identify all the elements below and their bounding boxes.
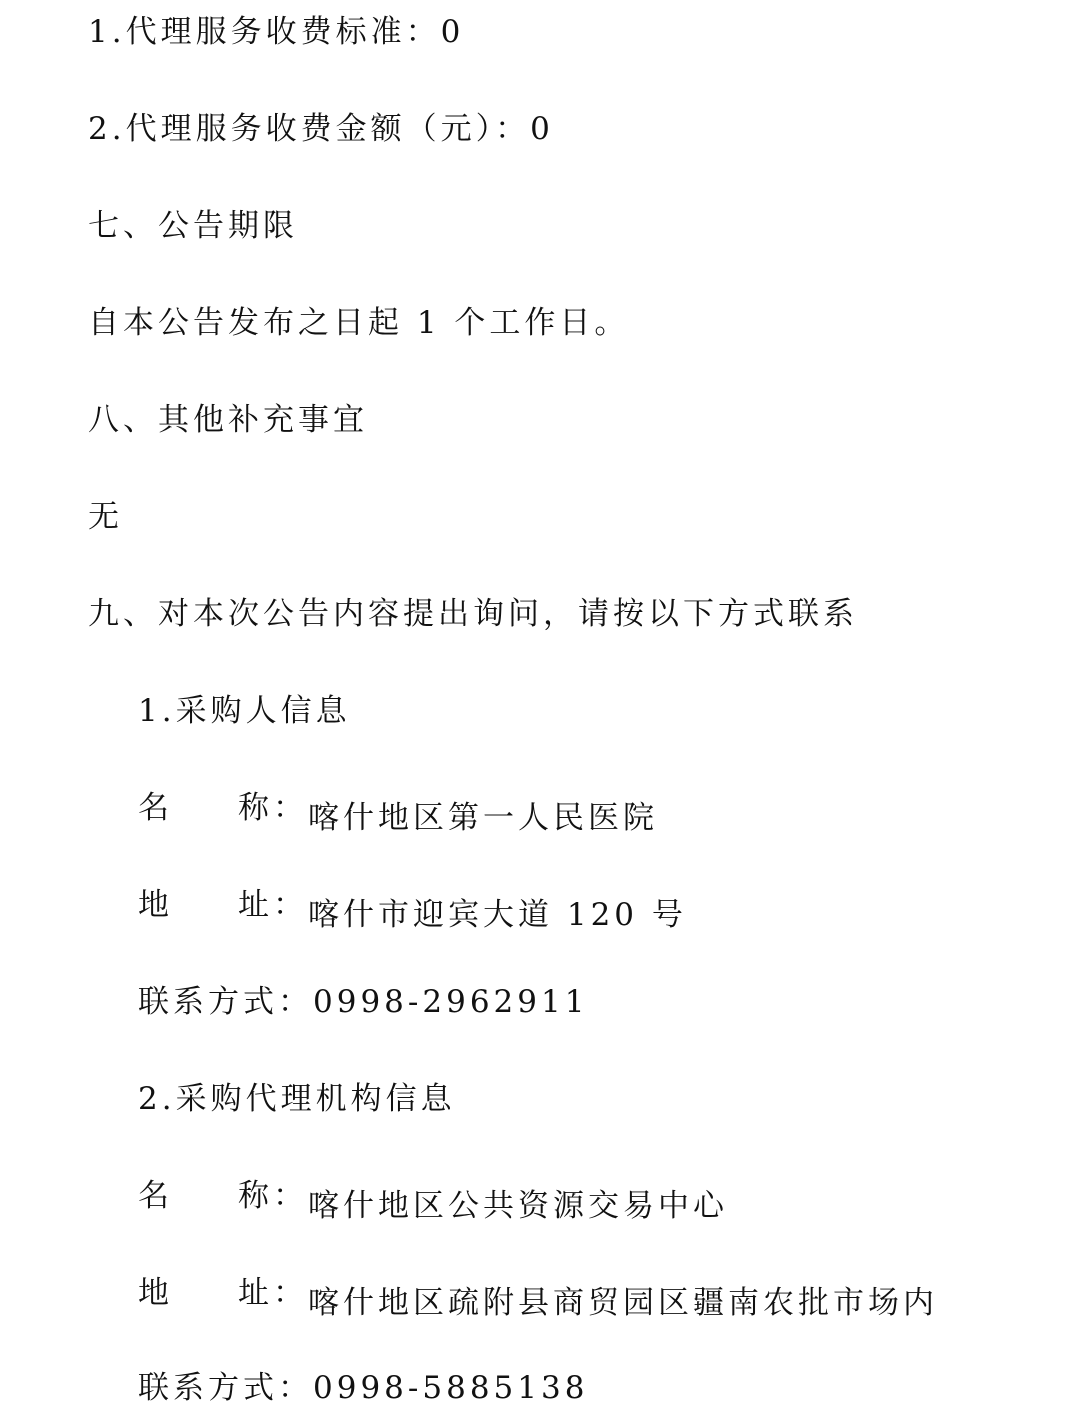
purchaser-name-value: 喀什地区第一人民医院 xyxy=(308,800,658,836)
agency-name-label xyxy=(138,1176,308,1216)
label-char: 地 xyxy=(138,887,173,923)
label-char: 址： xyxy=(238,1275,308,1311)
agency-address-value: 喀什地区疏附县商贸园区疆南农批市场内 xyxy=(308,1285,938,1321)
section-7-body: 自本公告发布之日起 1 个工作日。 xyxy=(88,305,630,341)
purchaser-contact-row xyxy=(138,982,588,1022)
purchaser-address-value: 喀什市迎宾大道 120 号 xyxy=(308,897,687,933)
fee-standard-line: 1.代理服务收费标准：0 xyxy=(88,14,465,50)
agency-heading: 2.采购代理机构信息 xyxy=(138,1081,456,1117)
label-char: 称： xyxy=(238,790,308,826)
agency-address-label xyxy=(138,1273,308,1313)
section-7-title: 七、公告期限 xyxy=(88,208,298,244)
agency-contact-label: 联系方式： xyxy=(138,1370,313,1406)
purchaser-address-row xyxy=(138,885,687,935)
purchaser-heading: 1.采购人信息 xyxy=(138,693,351,729)
agency-address-row xyxy=(138,1273,938,1323)
label-char: 地 xyxy=(138,1275,173,1311)
agency-name-value: 喀什地区公共资源交易中心 xyxy=(308,1188,728,1224)
label-char: 址： xyxy=(238,887,308,923)
label-char: 称： xyxy=(238,1178,308,1214)
fee-amount-line: 2.代理服务收费金额（元）：0 xyxy=(88,111,554,147)
agency-contact-value: 0998-5885138 xyxy=(313,1370,589,1406)
section-8-body: 无 xyxy=(88,499,123,535)
agency-name-row xyxy=(138,1176,728,1226)
purchaser-contact-value: 0998-2962911 xyxy=(313,984,589,1020)
section-8-title: 八、其他补充事宜 xyxy=(88,402,368,438)
purchaser-name-label xyxy=(138,788,308,828)
agency-contact-row xyxy=(138,1368,588,1408)
section-9-title: 九、对本次公告内容提出询问，请按以下方式联系 xyxy=(88,596,858,632)
purchaser-contact-label: 联系方式： xyxy=(138,984,313,1020)
label-char: 名 xyxy=(138,1178,173,1214)
label-char: 名 xyxy=(138,790,173,826)
purchaser-address-label xyxy=(138,885,308,925)
purchaser-name-row xyxy=(138,788,658,838)
